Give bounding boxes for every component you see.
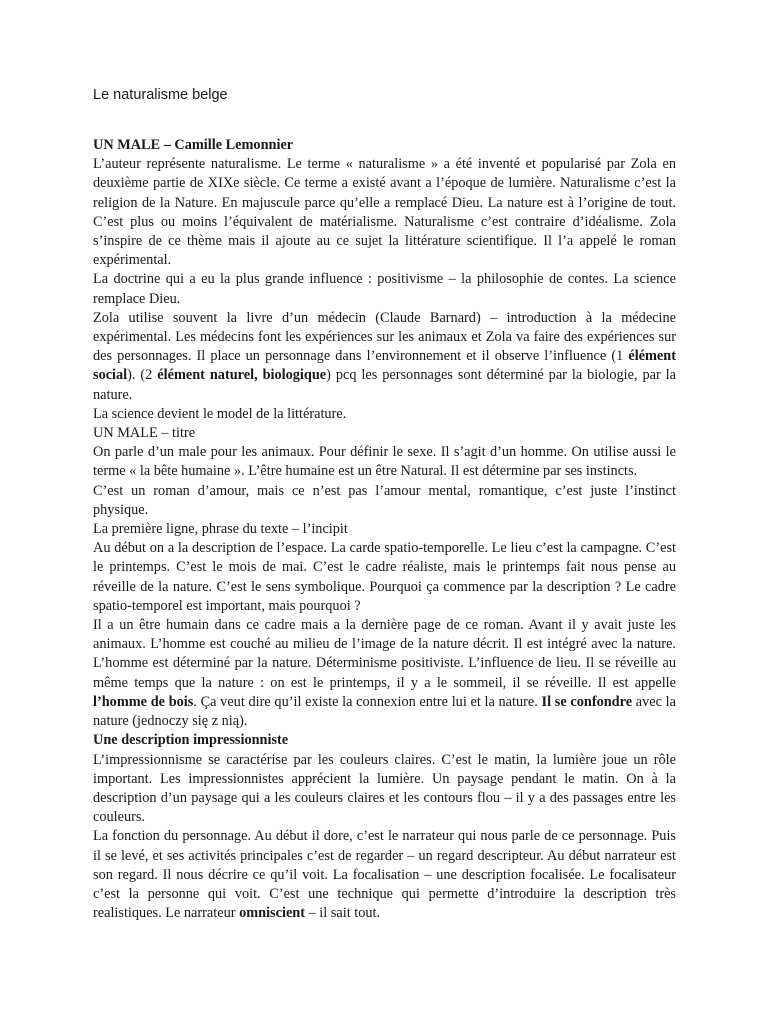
paragraph-science-model: La science devient le model de la littérature. [93,405,347,422]
text-run: – il sait tout. [305,905,381,922]
text-run: . Ça veut dire qu’il existe la connexion entre lui et la nature. [193,693,542,710]
paragraph-naturalisme: L’auteur représente naturalisme. Le terme « naturalisme » a été inventé et popularisé par Zola en deuxième partie de XIXe siècle. Ce terme a existé avant a l’époque de lumière. Naturalisme c’est la religion de la Nature. En majuscule parce qu’elle a remplacé Dieu. La nature est à l’origine de tout. C’est plus ou moins l’équivalent de matérialisme. Naturalisme c’est contraire d’idéalisme. Zola s’inspire de ce thème mais il ajoute au ce sujet la littérature scientifique. Il l’a appelé le roman expérimental. [93,156,676,269]
bold-term-homme-de-bois: l’homme de bois [93,693,194,710]
document-title: Le naturalisme belge [93,87,228,103]
bold-term-se-confondre: Il se confondre [541,693,633,710]
text-run: ) pcq les personnages sont déterminé par la biologie, par la nature. [93,367,676,403]
bold-term-omniscient: omniscient [239,905,305,922]
paragraph-doctrine: La doctrine qui a eu la plus grande influence : positivisme – la philosophie de contes. La science remplace Dieu. [93,271,676,307]
paragraph-male: On parle d’un male pour les animaux. Pour définir le sexe. Il s’agit d’un homme. On utilise aussi le terme « la bête humaine ». L’être humaine est un être Natural. Il est détermine par ses instincts. [93,444,676,480]
paragraph-zola-medecin [93,309,676,405]
subheading-titre: UN MALE – titre [93,425,196,442]
paragraph-fonction-personnage [93,827,676,923]
paragraph-impressionnisme: L’impressionnisme se caractérise par les couleurs claires. C’est le matin, la lumière joue un rôle important. Les impressionnistes apprécient la lumière. Un paysage pendant le matin. On à la description d’un paysage qui a les couleurs claires et les contours flou – il y a des passages entre les couleurs. [93,751,676,826]
paragraph-etre-humain [93,616,676,731]
subheading-incipit: La première ligne, phrase du texte – l’incipit [93,521,348,538]
paragraph-roman-amour: C’est un roman d’amour, mais ce n’est pas l’amour mental, romantique, c’est juste l’instinct physique. [93,482,676,518]
bold-term-element-naturel: élément naturel, biologique [157,367,327,384]
heading-impressionniste: Une description impressionniste [93,732,289,749]
text-run: Il a un être humain dans ce cadre mais a la dernière page de ce roman. Avant il y avait juste les animaux. L’homme est couché au milieu de l’image de la nature décrit. Il est intégré avec la nature. L’homme est déterminé par la nature. Déterminisme positiviste. L’influence de lieu. Il se réveille au même temps que la nature : on est le printemps, il y a le sommeil, il se réveille. Il est appelle [93,617,676,691]
paragraph-description-espace: Au début on a la description de l’espace. La carde spatio-temporelle. Le lieu c’est la campagne. C’est le printemps. C’est le mois de mai. C’est le cadre réaliste, mais le printemps fait nous pense au réveille de la nature. C’est le sens symbolique. Pourquoi ça commence par la description ? Le cadre spatio-temporel est important, mais pourquoi ? [93,540,676,614]
text-run: Zola utilise souvent la livre d’un médecin (Claude Barnard) – introduction à la médecine expérimental. Les médecins font les expériences sur les animaux et Zola va faire des expériences sur des personnages. Il place un personnage dans l’environnement et il observe l’influence (1 [93,309,676,365]
bold-term-element-social: élément social [93,348,676,384]
main-heading: UN MALE – Camille Lemonnier [93,137,294,153]
text-run: avec la nature (jednoczy się z nią). [93,693,676,730]
document-body [93,136,676,923]
text-run: ). (2 [127,367,158,384]
text-run: La fonction du personnage. Au début il dore, c’est le narrateur qui nous parle de ce personnage. Puis il se levé, et ses activités principales c’est de regarder – un regard descripteur. Au début narrateur est son regard. Il nous décrire ce qu’il voit. La focalisation – une description focalisée. Le focalisateur c’est la personne qui voit. C’est une technique qui permette d’introduire la description très realistiques. Le narrateur [93,828,676,922]
